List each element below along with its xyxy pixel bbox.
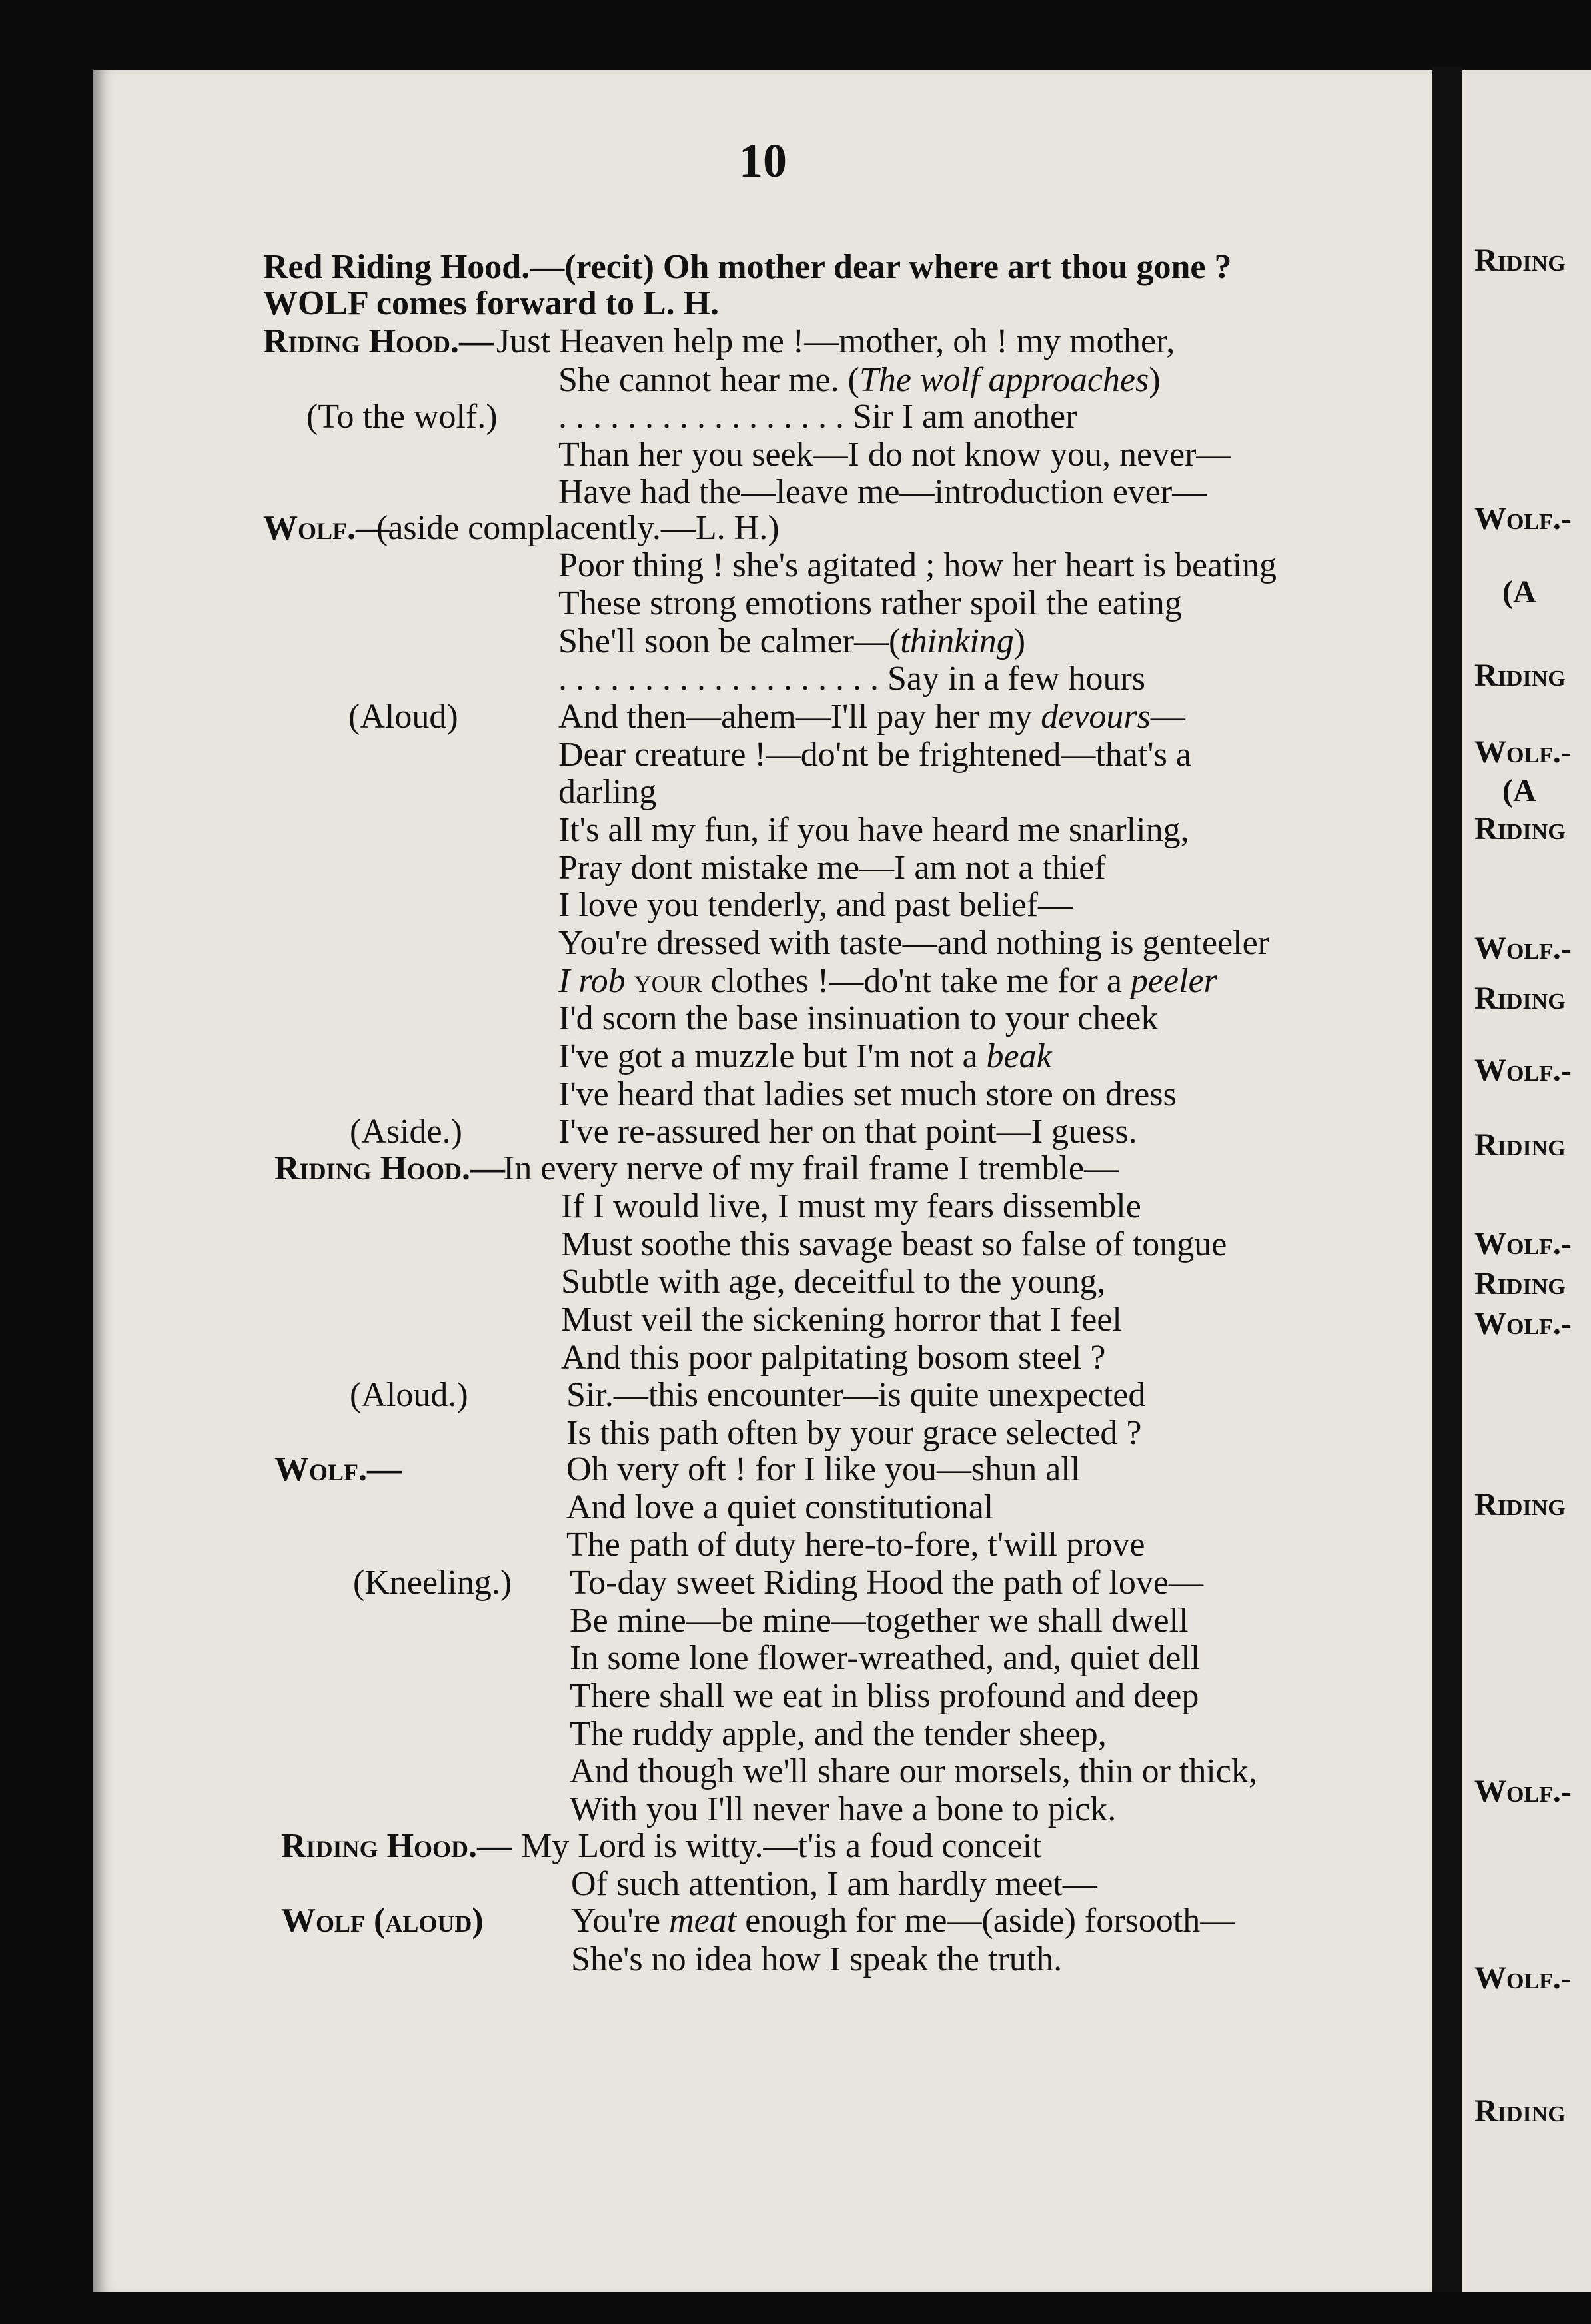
facing-label: Wolf.-	[1474, 1053, 1572, 1088]
line-5: . . . . . . . . . . . . . . . . . Sir I am another	[558, 398, 1077, 436]
line-33: Oh very oft ! for I like you—shun all	[566, 1451, 1081, 1488]
speaker-wolf: Wolf.—	[274, 1451, 402, 1488]
stage-direction-to-wolf: (To the wolf.)	[306, 398, 498, 436]
line-28: Subtle with age, deceitful to the young,	[561, 1263, 1106, 1301]
line-45: You're meat enough for me—(aside) forsooth—	[571, 1902, 1235, 1940]
facing-label: Wolf.-	[1474, 734, 1572, 770]
facing-label: (A	[1502, 574, 1536, 610]
speaker-riding-hood: Riding Hood.—	[274, 1149, 506, 1187]
facing-label: Wolf.-	[1474, 931, 1572, 966]
line-31: Sir.—this encounter—is quite unexpected	[566, 1376, 1146, 1414]
line-1: Red Riding Hood.—(recit) Oh mother dear where art thou gone ?	[263, 248, 1232, 286]
facing-label: Riding	[1474, 658, 1566, 693]
facing-label: (A	[1502, 773, 1536, 808]
line-39: There shall we eat in bliss profound and deep	[570, 1677, 1199, 1715]
line-7: Have had the—leave me—introduction ever—	[558, 473, 1207, 511]
line-32: Is this path often by your grace selected ?	[566, 1414, 1142, 1452]
line-11: She'll soon be calmer—(thinking)	[558, 622, 1026, 660]
line-4: She cannot hear me. (The wolf approaches)	[558, 361, 1161, 399]
line-37: Be mine—be mine—together we shall dwell	[570, 1602, 1189, 1640]
facing-label: Riding	[1474, 981, 1566, 1016]
line-29: Must veil the sickening horror that I feel	[561, 1301, 1122, 1339]
facing-label: Riding	[1474, 243, 1566, 278]
line-42: With you I'll never have a bone to pick.	[570, 1790, 1117, 1828]
facing-label: Riding	[1474, 1266, 1566, 1301]
line-44: Of such attention, I am hardly meet—	[571, 1865, 1097, 1903]
speaker-riding-hood: Riding Hood.—	[263, 322, 494, 360]
facing-label: Wolf.-	[1474, 1306, 1572, 1341]
line-18: I love you tenderly, and past belief—	[558, 886, 1073, 924]
line-16: It's all my fun, if you have heard me snarling,	[558, 811, 1189, 849]
line-9: Poor thing ! she's agitated ; how her heart is beating	[558, 546, 1277, 584]
line-10: These strong emotions rather spoil the eating	[558, 584, 1182, 622]
line-36: To-day sweet Riding Hood the path of love—	[570, 1564, 1203, 1602]
line-2: WOLF comes forward to L. H.	[263, 285, 720, 322]
facing-label: Wolf.-	[1474, 501, 1572, 536]
stage-direction-aside: (Aside.)	[350, 1113, 462, 1151]
line-23: I've heard that ladies set much store on dress	[558, 1075, 1177, 1113]
page-gutter	[1432, 67, 1462, 2292]
line-12: . . . . . . . . . . . . . . . . . . . Say in a few hours	[558, 660, 1146, 698]
line-40: The ruddy apple, and the tender sheep,	[570, 1715, 1107, 1753]
speaker-wolf-aloud: Wolf (aloud)	[281, 1902, 484, 1940]
facing-label: Riding	[1474, 1127, 1566, 1163]
facing-label: Wolf.-	[1474, 1774, 1572, 1809]
facing-label: Riding	[1474, 2093, 1566, 2129]
stage-direction-aloud: (Aloud)	[348, 698, 458, 736]
line-41: And though we'll share our morsels, thin or thick,	[570, 1752, 1257, 1790]
book-page	[93, 70, 1432, 2292]
facing-label: Wolf.-	[1474, 1226, 1572, 1261]
line-24: I've re-assured her on that point—I guess.	[558, 1113, 1137, 1151]
speaker-riding-hood: Riding Hood.—	[281, 1827, 512, 1865]
line-15: darling	[558, 773, 657, 811]
line-20: I rob your clothes !—do'nt take me for a peeler	[558, 962, 1217, 1000]
line-22: I've got a muzzle but I'm not a beak	[558, 1037, 1052, 1075]
line-8: (aside complacently.—L. H.)	[376, 509, 780, 547]
page-number: 10	[739, 134, 787, 187]
facing-label: Wolf.-	[1474, 1960, 1572, 1996]
line-25: In every nerve of my frail frame I tremble—	[503, 1149, 1119, 1187]
line-17: Pray dont mistake me—I am not a thief	[558, 849, 1106, 887]
line-46: She's no idea how I speak the truth.	[571, 1940, 1063, 1978]
line-13: And then—ahem—I'll pay her my devours—	[558, 698, 1185, 736]
line-35: The path of duty here-to-fore, t'will prove	[566, 1526, 1145, 1564]
line-38: In some lone flower-wreathed, and, quiet dell	[570, 1639, 1201, 1677]
facing-label: Riding	[1474, 1487, 1566, 1522]
line-3: Just Heaven help me !—mother, oh ! my mother,	[496, 322, 1175, 360]
facing-page	[1462, 70, 1591, 2292]
line-21: I'd scorn the base insinuation to your cheek	[558, 999, 1159, 1037]
line-30: And this poor palpitating bosom steel ?	[561, 1339, 1106, 1377]
speaker-wolf: Wolf.—	[263, 509, 391, 547]
line-6: Than her you seek—I do not know you, never—	[558, 436, 1231, 474]
line-43: My Lord is witty.—t'is a foud conceit	[521, 1827, 1042, 1865]
stage-direction-kneeling: (Kneeling.)	[353, 1564, 512, 1602]
line-14: Dear creature !—do'nt be frightened—that's a	[558, 736, 1191, 774]
line-19: You're dressed with taste—and nothing is genteeler	[558, 924, 1269, 962]
line-26: If I would live, I must my fears dissemble	[561, 1187, 1141, 1225]
line-34: And love a quiet constitutional	[566, 1488, 994, 1526]
facing-label: Riding	[1474, 811, 1566, 846]
line-27: Must soothe this savage beast so false of tongue	[561, 1225, 1227, 1263]
stage-direction-aloud: (Aloud.)	[350, 1376, 468, 1414]
